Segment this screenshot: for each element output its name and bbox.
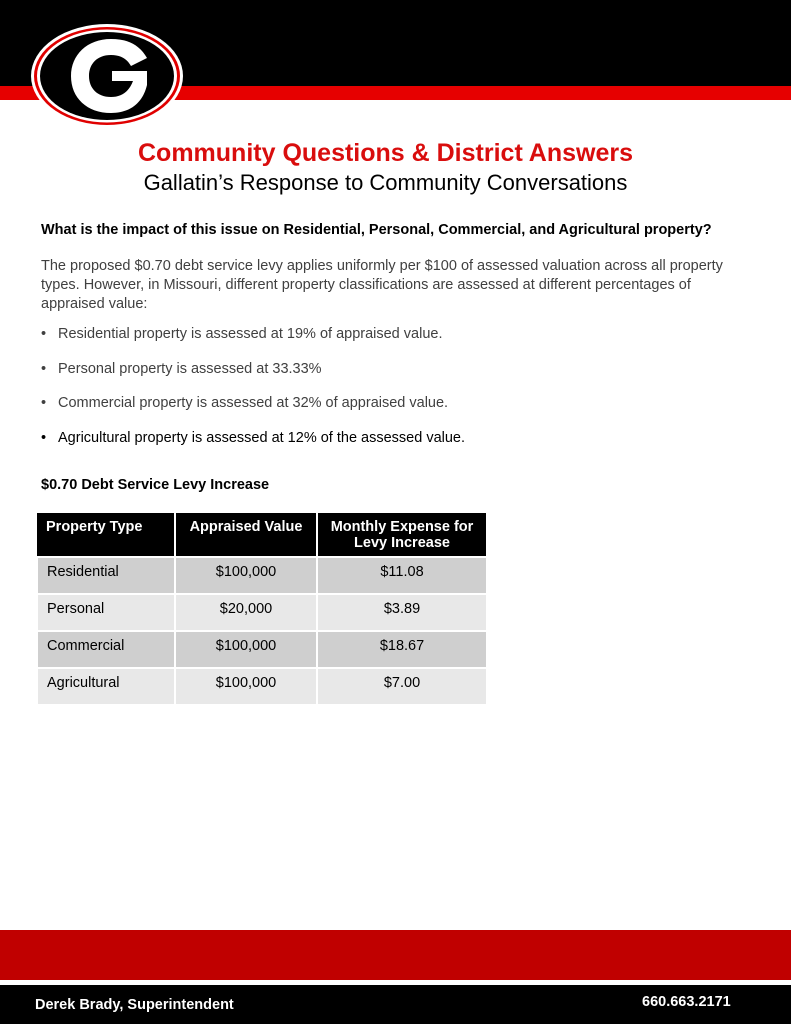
footer-superintendent: Derek Brady, Superintendent (35, 997, 234, 1013)
table-title: $0.70 Debt Service Levy Increase (41, 477, 270, 493)
school-logo-g-icon (29, 22, 185, 130)
assessment-list (41, 326, 465, 464)
cell: $18.67 (317, 631, 487, 668)
cell: Agricultural (37, 668, 175, 705)
table-header-row (37, 513, 487, 557)
cell: $11.08 (317, 557, 487, 594)
table-row (37, 668, 487, 705)
cell: Commercial (37, 631, 175, 668)
cell: $7.00 (317, 668, 487, 705)
table-row (37, 594, 487, 631)
levy-table (36, 513, 488, 706)
footer-phone: 660.663.2171 (642, 994, 731, 1010)
list-item: • Agricultural property is assessed at 12% of the assessed value. (41, 430, 465, 465)
cell: Residential (37, 557, 175, 594)
list-item: • Personal property is assessed at 33.33% (41, 361, 465, 396)
cell: $20,000 (175, 594, 317, 631)
cell: $100,000 (175, 631, 317, 668)
footer-red-band (0, 930, 791, 980)
cell: $3.89 (317, 594, 487, 631)
column-header: Monthly Expense for Levy Increase (317, 513, 487, 557)
list-item: • Residential property is assessed at 19% of appraised value. (41, 326, 465, 361)
question-heading: What is the impact of this issue on Residential, Personal, Commercial, and Agricultural property? (41, 222, 712, 238)
cell: $100,000 (175, 668, 317, 705)
page-title: Community Questions & District Answers (138, 139, 633, 167)
table-row (37, 557, 487, 594)
cell: $100,000 (175, 557, 317, 594)
intro-paragraph: The proposed $0.70 debt service levy applies uniformly per $100 of assessed valuation across all property types. However, in Missouri, different property classifications are assessed at different percentages of appraised value: (41, 258, 723, 312)
cell: Personal (37, 594, 175, 631)
column-header: Property Type (37, 513, 175, 557)
column-header: Appraised Value (175, 513, 317, 557)
page-subtitle: Gallatin’s Response to Community Conversations (143, 170, 628, 195)
table-row (37, 631, 487, 668)
list-item: • Commercial property is assessed at 32% of appraised value. (41, 395, 465, 430)
